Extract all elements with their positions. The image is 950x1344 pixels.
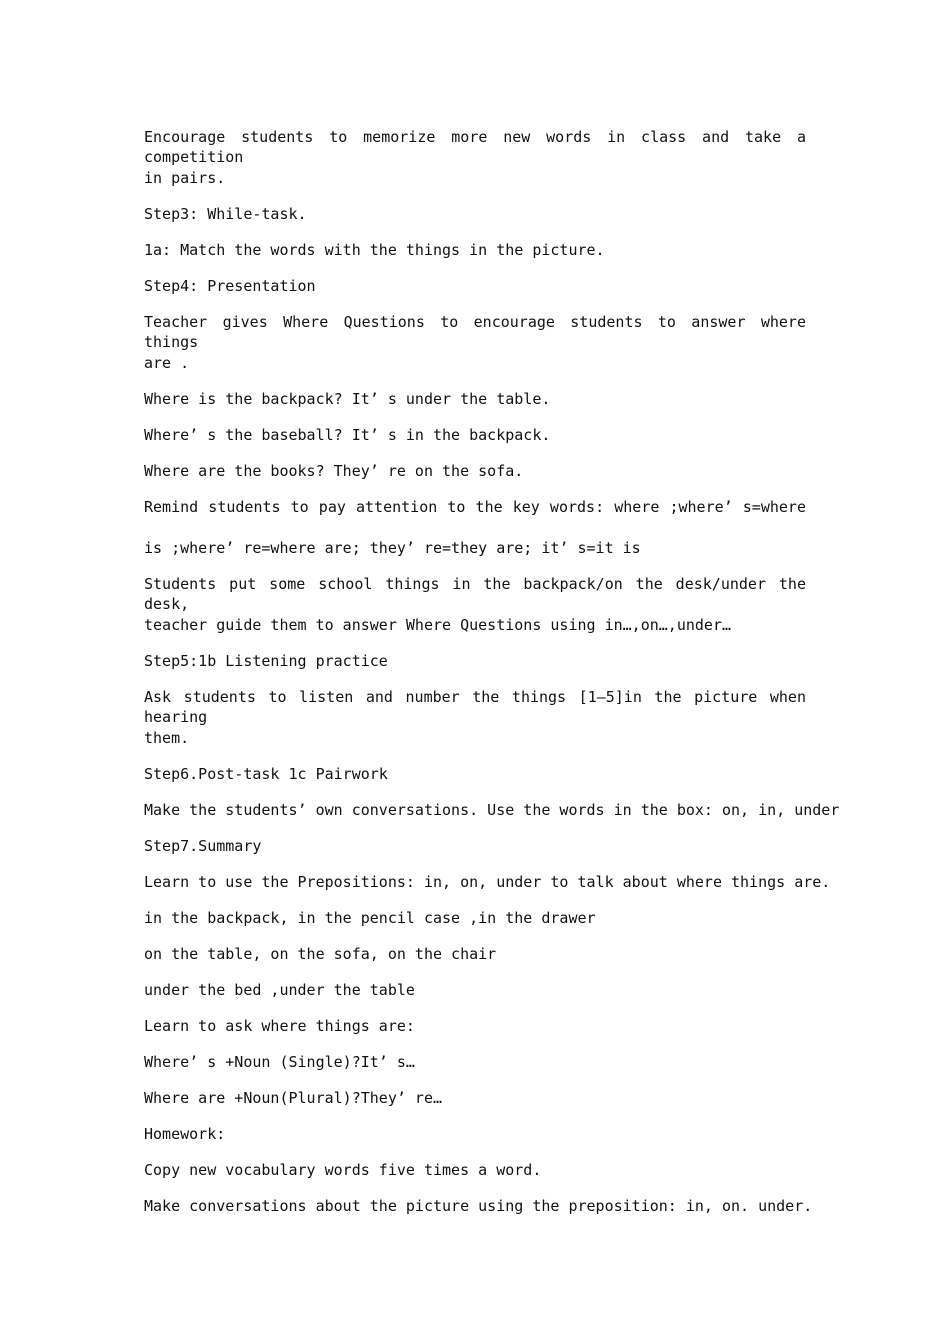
step-heading: Step6.Post-task 1c Pairwork [144,765,388,783]
paragraph-line: Encourage students to memorize more new words in class and take a competition [144,128,806,166]
example-line: Where are +Noun(Plural)?They’ re… [144,1089,443,1107]
paragraph-line: Ask students to listen and number the things [1—5]in the picture when hearing [144,688,806,726]
paragraph-line: are . [144,354,190,372]
homework-heading: Homework: [144,1125,226,1143]
step-heading: Step7.Summary [144,837,262,855]
paragraph-line: Remind students to pay attention to the key words: where ;where’ s=where [144,498,806,516]
paragraph-line: Students put some school things in the backpack/on the desk/under the desk, [144,575,806,613]
example-line: Where is the backpack? It’ s under the table. [144,390,551,408]
example-line: Where’ s the baseball? It’ s in the backpack. [144,426,551,444]
paragraph-line: is ;where’ re=where are; they’ re=they are; it’ s=it is [144,539,641,557]
example-line: in the backpack, in the pencil case ,in the drawer [144,909,596,927]
example-line: on the table, on the sofa, on the chair [144,945,497,963]
paragraph-line: them. [144,729,190,747]
step-heading: Step4: Presentation [144,277,316,295]
paragraph-line: Learn to use the Prepositions: in, on, under to talk about where things are. [144,873,831,891]
paragraph-line: Teacher gives Where Questions to encourage students to answer where things [144,313,806,351]
example-line: under the bed ,under the table [144,981,415,999]
paragraph-line: in pairs. [144,169,226,187]
paragraph-line: Copy new vocabulary words five times a word. [144,1161,542,1179]
paragraph-line: teacher guide them to answer Where Questions using in…,on…,under… [144,616,731,634]
example-line: Where’ s +Noun (Single)?It’ s… [144,1053,415,1071]
paragraph-line: Make the students’ own conversations. Use the words in the box: on, in, under [144,801,840,819]
paragraph-line: Make conversations about the picture using the preposition: in, on. under. [144,1197,813,1215]
paragraph-line: 1a: Match the words with the things in the picture. [144,241,605,259]
step-heading: Step3: While-task. [144,205,307,223]
example-line: Where are the books? They’ re on the sofa. [144,462,524,480]
step-heading: Step5:1b Listening practice [144,652,388,670]
paragraph-line: Learn to ask where things are: [144,1017,415,1035]
